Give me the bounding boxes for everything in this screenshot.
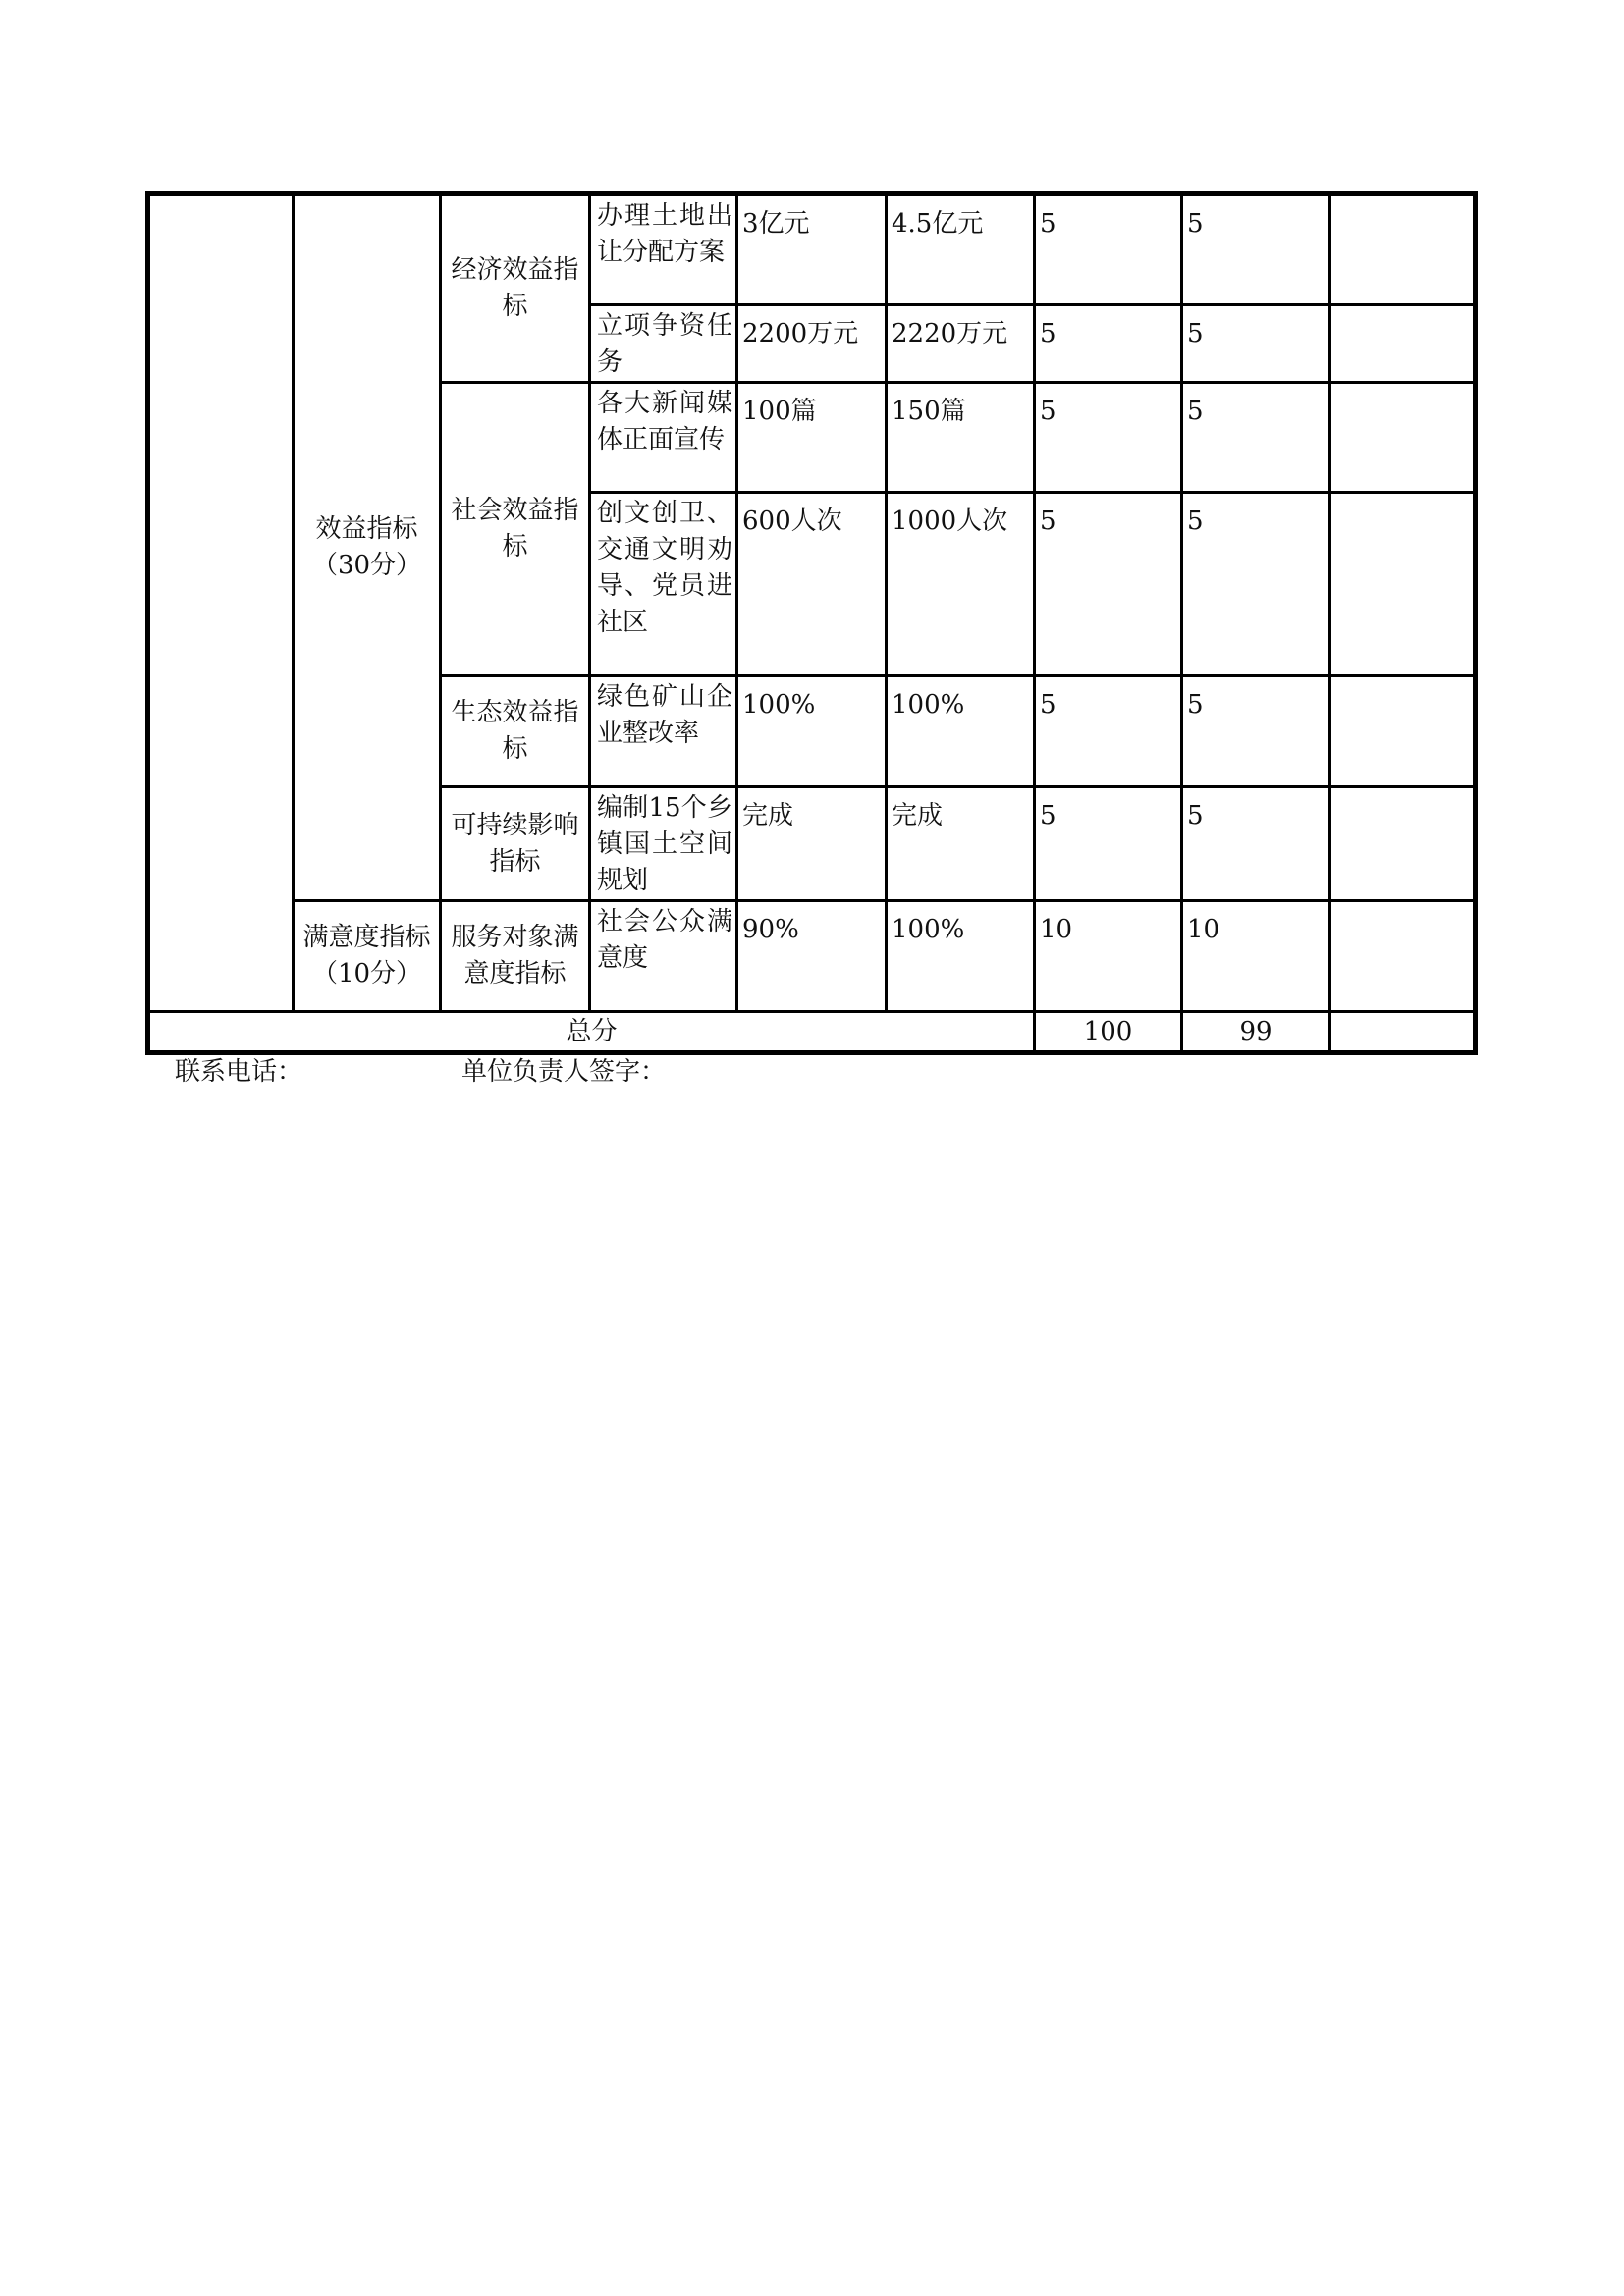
score-cell: 5: [1182, 305, 1330, 383]
remark-cell: [1330, 901, 1476, 1012]
sub-indicator-cell: 社会效益指标: [441, 383, 590, 676]
benefit-category-cell: 效益指标（30分）: [294, 194, 441, 901]
target-value-cell: 90%: [737, 901, 887, 1012]
target-value-cell: 3亿元: [737, 194, 887, 305]
indicator-cell: 社会公众满意度: [590, 901, 737, 1012]
score-cell: 5: [1182, 493, 1330, 676]
total-score-cell: 99: [1182, 1012, 1330, 1053]
sub-indicator-cell: 可持续影响指标: [441, 787, 590, 901]
total-remark-cell: [1330, 1012, 1476, 1053]
satisfaction-category-cell: 满意度指标（10分）: [294, 901, 441, 1012]
remark-cell: [1330, 305, 1476, 383]
indicator-cell: 各大新闻媒体正面宣传: [590, 383, 737, 493]
weight-cell: 5: [1035, 194, 1182, 305]
indicator-cell: 创文创卫、交通文明劝导、党员进社区: [590, 493, 737, 676]
score-cell: 5: [1182, 787, 1330, 901]
indicator-cell: 编制15个乡镇国土空间规划: [590, 787, 737, 901]
score-cell: 10: [1182, 901, 1330, 1012]
sub-indicator-cell: 生态效益指标: [441, 676, 590, 787]
actual-value-cell: 100%: [887, 676, 1035, 787]
weight-cell: 5: [1035, 305, 1182, 383]
weight-cell: 5: [1035, 493, 1182, 676]
score-cell: 5: [1182, 676, 1330, 787]
target-value-cell: 100%: [737, 676, 887, 787]
sub-indicator-cell: 经济效益指标: [441, 194, 590, 383]
score-cell: 5: [1182, 383, 1330, 493]
target-value-cell: 100篇: [737, 383, 887, 493]
score-cell: 5: [1182, 194, 1330, 305]
table-row: [148, 901, 1476, 1012]
weight-cell: 5: [1035, 383, 1182, 493]
target-value-cell: 2200万元: [737, 305, 887, 383]
target-value-cell: 完成: [737, 787, 887, 901]
actual-value-cell: 完成: [887, 787, 1035, 901]
weight-cell: 5: [1035, 787, 1182, 901]
signature-label: 单位负责人签字：: [461, 1057, 667, 1087]
remark-cell: [1330, 383, 1476, 493]
performance-table: [145, 191, 1478, 1055]
remark-cell: [1330, 787, 1476, 901]
indicator-cell: 绿色矿山企业整改率: [590, 676, 737, 787]
actual-value-cell: 150篇: [887, 383, 1035, 493]
actual-value-cell: 4.5亿元: [887, 194, 1035, 305]
remark-cell: [1330, 676, 1476, 787]
indicator-cell: 立项争资任务: [590, 305, 737, 383]
total-row: [148, 1012, 1476, 1053]
remark-cell: [1330, 194, 1476, 305]
target-value-cell: 600人次: [737, 493, 887, 676]
actual-value-cell: 1000人次: [887, 493, 1035, 676]
table-row: [148, 194, 1476, 305]
weight-cell: 10: [1035, 901, 1182, 1012]
contact-phone-label: 联系电话：: [175, 1057, 303, 1087]
remark-cell: [1330, 493, 1476, 676]
actual-value-cell: 100%: [887, 901, 1035, 1012]
indicator-cell: 办理土地出让分配方案: [590, 194, 737, 305]
total-label-cell: 总分: [148, 1012, 1035, 1053]
weight-cell: 5: [1035, 676, 1182, 787]
total-weight-cell: 100: [1035, 1012, 1182, 1053]
outer-category-cell: [148, 194, 294, 1012]
sub-indicator-cell: 服务对象满意度指标: [441, 901, 590, 1012]
actual-value-cell: 2220万元: [887, 305, 1035, 383]
